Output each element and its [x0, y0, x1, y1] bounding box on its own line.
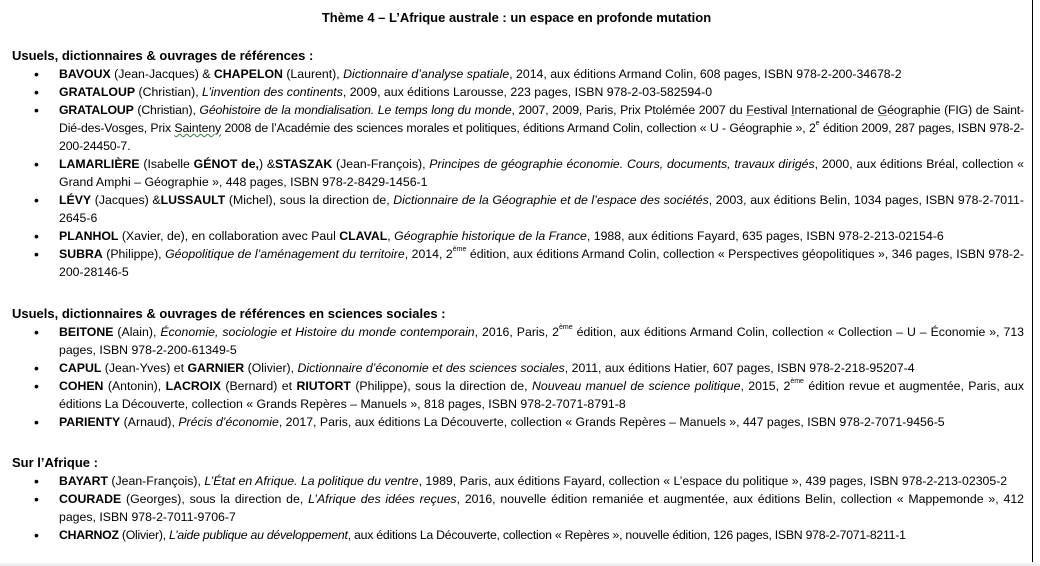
author-forename: (Bernard) et — [220, 379, 297, 393]
work-title: Économie, sociologie et Histoire du monde contemporain — [160, 325, 475, 339]
work-title: Dictionnaire d’analyse spatiale — [343, 67, 510, 81]
reference-item-beitone — [0, 323, 1030, 359]
proofing-letter: I — [791, 103, 795, 117]
ordinal-superscript: ème — [790, 378, 804, 385]
author-forename: (Jean-François), — [107, 474, 205, 488]
reference-item-grataloup-2 — [0, 101, 1030, 155]
author-surname: LAMARLIÈRE — [59, 157, 140, 171]
author-surname: BAVOUX — [59, 67, 111, 81]
work-title: Dictionnaire de la Géographie et de l’espace des sociétés — [393, 193, 709, 207]
author-surname: CLAVAL — [339, 229, 388, 243]
author-forename: (Antonin), — [103, 379, 166, 393]
author-forename: (Jean-François), — [332, 157, 430, 171]
publication-details: 2008 de l’Académie des sciences morales et politiques, éditions Armand Colin, collection « U - Géographie », 2 — [221, 121, 816, 135]
work-title: L’aide publique au développement — [169, 528, 348, 542]
author-surname: CHARNOZ — [59, 528, 119, 542]
author-forename: ) & — [258, 157, 276, 171]
author-surname: SUBRA — [59, 247, 103, 261]
author-surname: GRATALOUP — [59, 85, 136, 99]
publication-details: , 2011, aux éditions Hatier, 607 pages, ISBN 978-2-218-95207-4 — [564, 361, 915, 375]
author-forename: (Jacques) & — [91, 193, 161, 207]
reference-item-charnoz — [0, 526, 1030, 544]
publication-details: édition 2009, 287 pages, ISBN 978-2-200-24450-7. — [59, 121, 1024, 153]
author-forename: , — [387, 229, 395, 243]
work-title: Géographie historique de la France — [394, 229, 587, 243]
author-surname: COHEN — [59, 379, 104, 393]
publication-details: , 2014, aux éditions Armand Colin, 608 pages, ISBN 978-2-200-34678-2 — [509, 67, 902, 81]
reference-list-sciences-sociales — [0, 323, 1030, 431]
reference-item-planhol — [0, 227, 1030, 245]
author-forename: (Michel), sous la direction de, — [225, 193, 394, 207]
reference-item-levy — [0, 191, 1030, 227]
work-title: Précis d’économie — [178, 415, 279, 429]
work-title: Géohistoire de la mondialisation. Le temps long du monde — [199, 103, 512, 117]
publication-details: éographie (FIG) de Saint-Dié-des-Vosges, Prix — [59, 103, 1025, 135]
author-surname: PLANHOL — [59, 229, 119, 243]
author-surname: RIUTORT — [296, 379, 351, 393]
author-surname: STASZAK — [275, 157, 333, 171]
publication-details: , 2016, nouvelle édition remaniée et augmentée, aux éditions Belin, collection « Mappemonde », 412 pages, ISBN 978-2-7011-9706-7 — [59, 492, 1025, 524]
reference-item-bayart — [0, 472, 1030, 490]
publication-details: , 2017, Paris, aux éditions La Découverte, collection « Grands Repères – Manuels », 447 pages, ISBN 978-2-7071-9456-5 — [278, 415, 945, 429]
author-surname: BEITONE — [59, 325, 114, 339]
author-surname: LÉVY — [59, 193, 92, 207]
publication-details: , 1988, aux éditions Fayard, 635 pages, ISBN 978-2-213-02154-6 — [586, 229, 944, 243]
author-forename: (Georges), sous la direction de, — [121, 492, 309, 506]
author-surname: GRATALOUP — [59, 103, 134, 117]
section-heading-afrique: Sur l’Afrique : — [12, 455, 98, 470]
author-surname: BAYART — [59, 474, 108, 488]
author-forename: (Christian), — [135, 85, 203, 99]
author-surname: LACROIX — [165, 379, 221, 393]
publication-details: , aux éditions La Découverte, collection « Repères », nouvelle édition, 126 pages, ISBN 978-2-7071-8211-1 — [347, 528, 906, 542]
ordinal-superscript: ème — [559, 324, 573, 331]
author-surname: CAPUL — [59, 361, 102, 375]
publication-details: , 2003, aux éditions Belin, 1034 pages, ISBN 978-2-7011-2645-6 — [59, 193, 1024, 225]
publication-details: édition revue et augmentée, Paris, aux éditions La Découverte, collection « Grands Repères – Manuels », 818 pages, ISBN 978-2-7071-8791-8 — [59, 379, 1024, 411]
reference-item-lamarliere — [0, 155, 1030, 191]
author-surname: PARIENTY — [59, 415, 121, 429]
author-surname: LUSSAULT — [160, 193, 226, 207]
proofing-letter: G — [877, 103, 888, 117]
publication-details: nternational de — [794, 103, 878, 117]
publication-details: édition, aux éditions Armand Colin, collection « Perspectives géopolitiques », 346 pages, ISBN 978-2-200-28146-5 — [59, 247, 1024, 279]
reference-item-cohen — [0, 377, 1030, 413]
author-forename: (Xavier, de), en collaboration avec Paul — [118, 229, 340, 243]
author-forename: (Olivier), — [118, 528, 170, 542]
publication-details: , 2000, aux éditions Bréal, collection « Grand Amphi – Géographie », 448 pages, ISBN 978-2-8429-1456-1 — [59, 157, 1024, 189]
publication-details: édition, aux éditions Armand Colin, collection « Collection – U – Économie », 713 pages, ISBN 978-2-200-61349-5 — [59, 325, 1024, 357]
publication-details: , 2015, 2 — [740, 379, 791, 393]
work-title: L’invention des continents — [202, 85, 343, 99]
author-forename: (Christian), — [133, 103, 200, 117]
page-bottom-edge — [0, 562, 1040, 566]
reference-item-courade — [0, 490, 1030, 526]
author-forename: (Philippe), — [102, 247, 166, 261]
reference-item-grataloup-1 — [0, 83, 1030, 101]
section-heading-sciences-sociales: Usuels, dictionnaires & ouvrages de références en sciences sociales : — [12, 306, 446, 321]
author-forename: (Isabelle — [139, 157, 194, 171]
reference-item-parienty — [0, 413, 1030, 431]
work-title: Géopolitique de l’aménagement du territoire — [165, 247, 405, 261]
work-title: L’Afrique des idées reçues — [308, 492, 457, 506]
work-title: L’État en Afrique. La politique du ventre — [204, 474, 419, 488]
author-surname: COURADE — [59, 492, 122, 506]
author-forename: (Alain), — [113, 325, 161, 339]
proofing-letter: F — [746, 103, 754, 117]
author-forename: (Jean-Jacques) & — [110, 67, 214, 81]
reference-list-usuels — [0, 65, 1030, 281]
author-surname: CHAPELON — [213, 67, 283, 81]
publication-details: , 1989, Paris, aux éditions Fayard, collection « L’espace du politique », 439 pages, ISBN 978-2-213-02305-2 — [418, 474, 1008, 488]
spellcheck-flagged-word[interactable]: Sainteny — [174, 121, 222, 135]
publication-details: estival — [753, 103, 792, 117]
author-forename: (Arnaud), — [120, 415, 179, 429]
work-title: Principes de géographie économie. Cours, documents, travaux dirigés — [429, 157, 815, 171]
work-title: Dictionnaire d’économie et des sciences sociales — [297, 361, 565, 375]
author-forename: (Jean-Yves) et — [101, 361, 188, 375]
author-forename: (Olivier), — [244, 361, 298, 375]
ordinal-superscript: e — [815, 120, 820, 127]
author-forename: (Laurent), — [282, 67, 344, 81]
work-title: Nouveau manuel de science politique — [531, 379, 741, 393]
reference-item-subra — [0, 245, 1030, 281]
author-surname: GÉNOT de, — [193, 157, 259, 171]
page-title: Thème 4 – L’Afrique australe : un espace en profonde mutation — [321, 10, 712, 25]
publication-details: , 2007, 2009, Paris, Prix Ptolémée 2007 du — [511, 103, 747, 117]
reference-item-capul — [0, 359, 1030, 377]
reference-item-bavoux — [0, 65, 1030, 83]
reference-list-afrique — [0, 472, 1030, 544]
ordinal-superscript: ème — [452, 246, 467, 253]
publication-details: , 2009, aux éditions Larousse, 223 pages, ISBN 978-2-03-582594-0 — [342, 85, 713, 99]
publication-details: , 2014, 2 — [404, 247, 453, 261]
author-forename: (Philippe), sous la direction de, — [350, 379, 532, 393]
author-surname: GARNIER — [187, 361, 245, 375]
publication-details: , 2016, Paris, 2 — [474, 325, 560, 339]
section-heading-usuels: Usuels, dictionnaires & ouvrages de références : — [12, 48, 314, 63]
